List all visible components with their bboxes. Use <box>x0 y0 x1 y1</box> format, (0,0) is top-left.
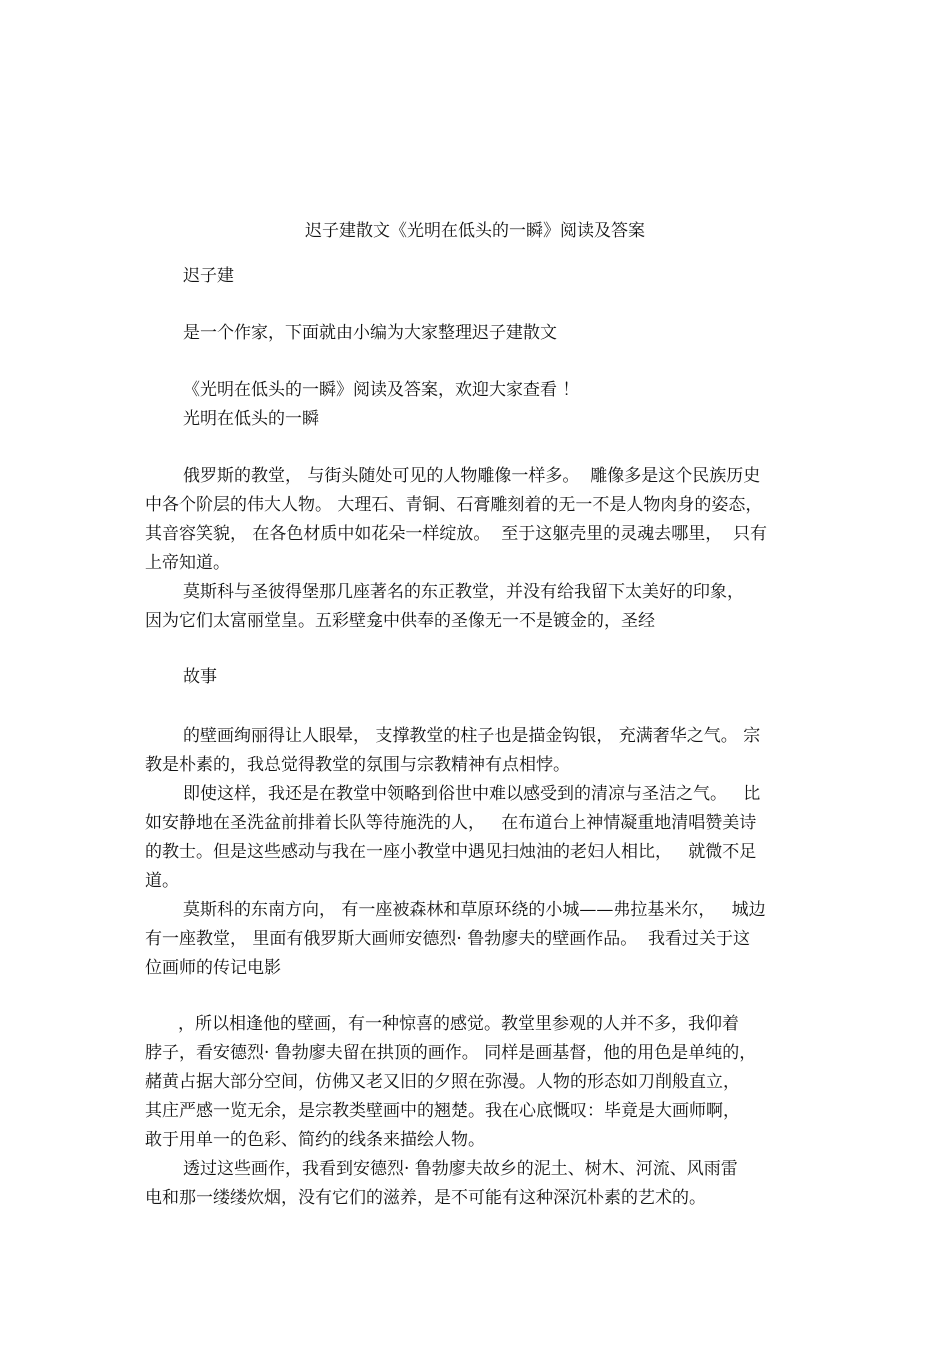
paragraph-line: 莫斯科的东南方向， 有一座被森林和草原环绕的小城——弗拉基米尔， 城边 <box>183 900 766 920</box>
paragraph-line: 因为它们太富丽堂皇。五彩壁龛中供奉的圣像无一不是镀金的，圣经 <box>145 611 655 631</box>
author-name: 迟子建 <box>183 266 234 286</box>
paragraph-line: 上帝知道。 <box>145 553 230 573</box>
paragraph-line: 电和那一缕缕炊烟，没有它们的滋养，是不可能有这种深沉朴素的艺术的。 <box>145 1188 706 1208</box>
paragraph-line: 中各个阶层的伟大人物。 大理石、青铜、石膏雕刻着的无一不是人物肉身的姿态， <box>145 495 763 515</box>
paragraph-line: 脖子，看安德烈· 鲁勃廖夫留在拱顶的画作。 同样是画基督，他的用色是单纯的， <box>145 1043 757 1063</box>
paragraph-line: 其庄严感一览无余，是宗教类壁画中的翘楚。我在心底慨叹：毕竟是大画师啊， <box>145 1101 740 1121</box>
paragraph-line: 的壁画绚丽得让人眼晕， 支撑教堂的柱子也是描金钩银， 充满奢华之气。 宗 <box>183 726 761 746</box>
paragraph-line: 故事 <box>183 667 217 687</box>
paragraph-line: 其音容笑貌， 在各色材质中如花朵一样绽放。 至于这躯壳里的灵魂去哪里， 只有 <box>145 524 768 544</box>
paragraph-line: 如安静地在圣洗盆前排着长队等待施洗的人， 在布道台上神情凝重地清唱赞美诗 <box>145 813 757 833</box>
paragraph-line: ，所以相逢他的壁画，有一种惊喜的感觉。教堂里参观的人并不多，我仰着 <box>178 1014 739 1034</box>
document-title: 迟子建散文《光明在低头的一瞬》阅读及答案 <box>305 221 645 241</box>
paragraph-line: 敢于用单一的色彩、简约的线条来描绘人物。 <box>145 1130 485 1150</box>
intro-text-line: 是一个作家，下面就由小编为大家整理迟子建散文 <box>183 323 557 343</box>
paragraph-line: 透过这些画作，我看到安德烈· 鲁勃廖夫故乡的泥土、树木、河流、风雨雷 <box>183 1159 738 1179</box>
paragraph-line: 的教士。但是这些感动与我在一座小教堂中遇见扫烛油的老妇人相比， 就微不足 <box>145 842 757 862</box>
essay-title: 光明在低头的一瞬 <box>183 409 319 429</box>
paragraph-line: 道。 <box>145 871 179 891</box>
paragraph-line: 俄罗斯的教堂， 与街头随处可见的人物雕像一样多。 雕像多是这个民族历史 <box>183 466 761 486</box>
intro-text-line: 《光明在低头的一瞬》阅读及答案，欢迎大家查看 ！ <box>183 380 580 400</box>
paragraph-line: 有一座教堂， 里面有俄罗斯大画师安德烈· 鲁勃廖夫的壁画作品。 我看过关于这 <box>145 929 751 949</box>
paragraph-line: 莫斯科与圣彼得堡那几座著名的东正教堂，并没有给我留下太美好的印象， <box>183 582 744 602</box>
paragraph-line: 位画师的传记电影 <box>145 958 281 978</box>
paragraph-line: 赭黄占据大部分空间，仿佛又老又旧的夕照在弥漫。人物的形态如刀削般直立， <box>145 1072 740 1092</box>
paragraph-line: 即使这样，我还是在教堂中领略到俗世中难以感受到的清凉与圣洁之气。 比 <box>183 784 761 804</box>
paragraph-line: 教是朴素的，我总觉得教堂的氛围与宗教精神有点相悖。 <box>145 755 570 775</box>
